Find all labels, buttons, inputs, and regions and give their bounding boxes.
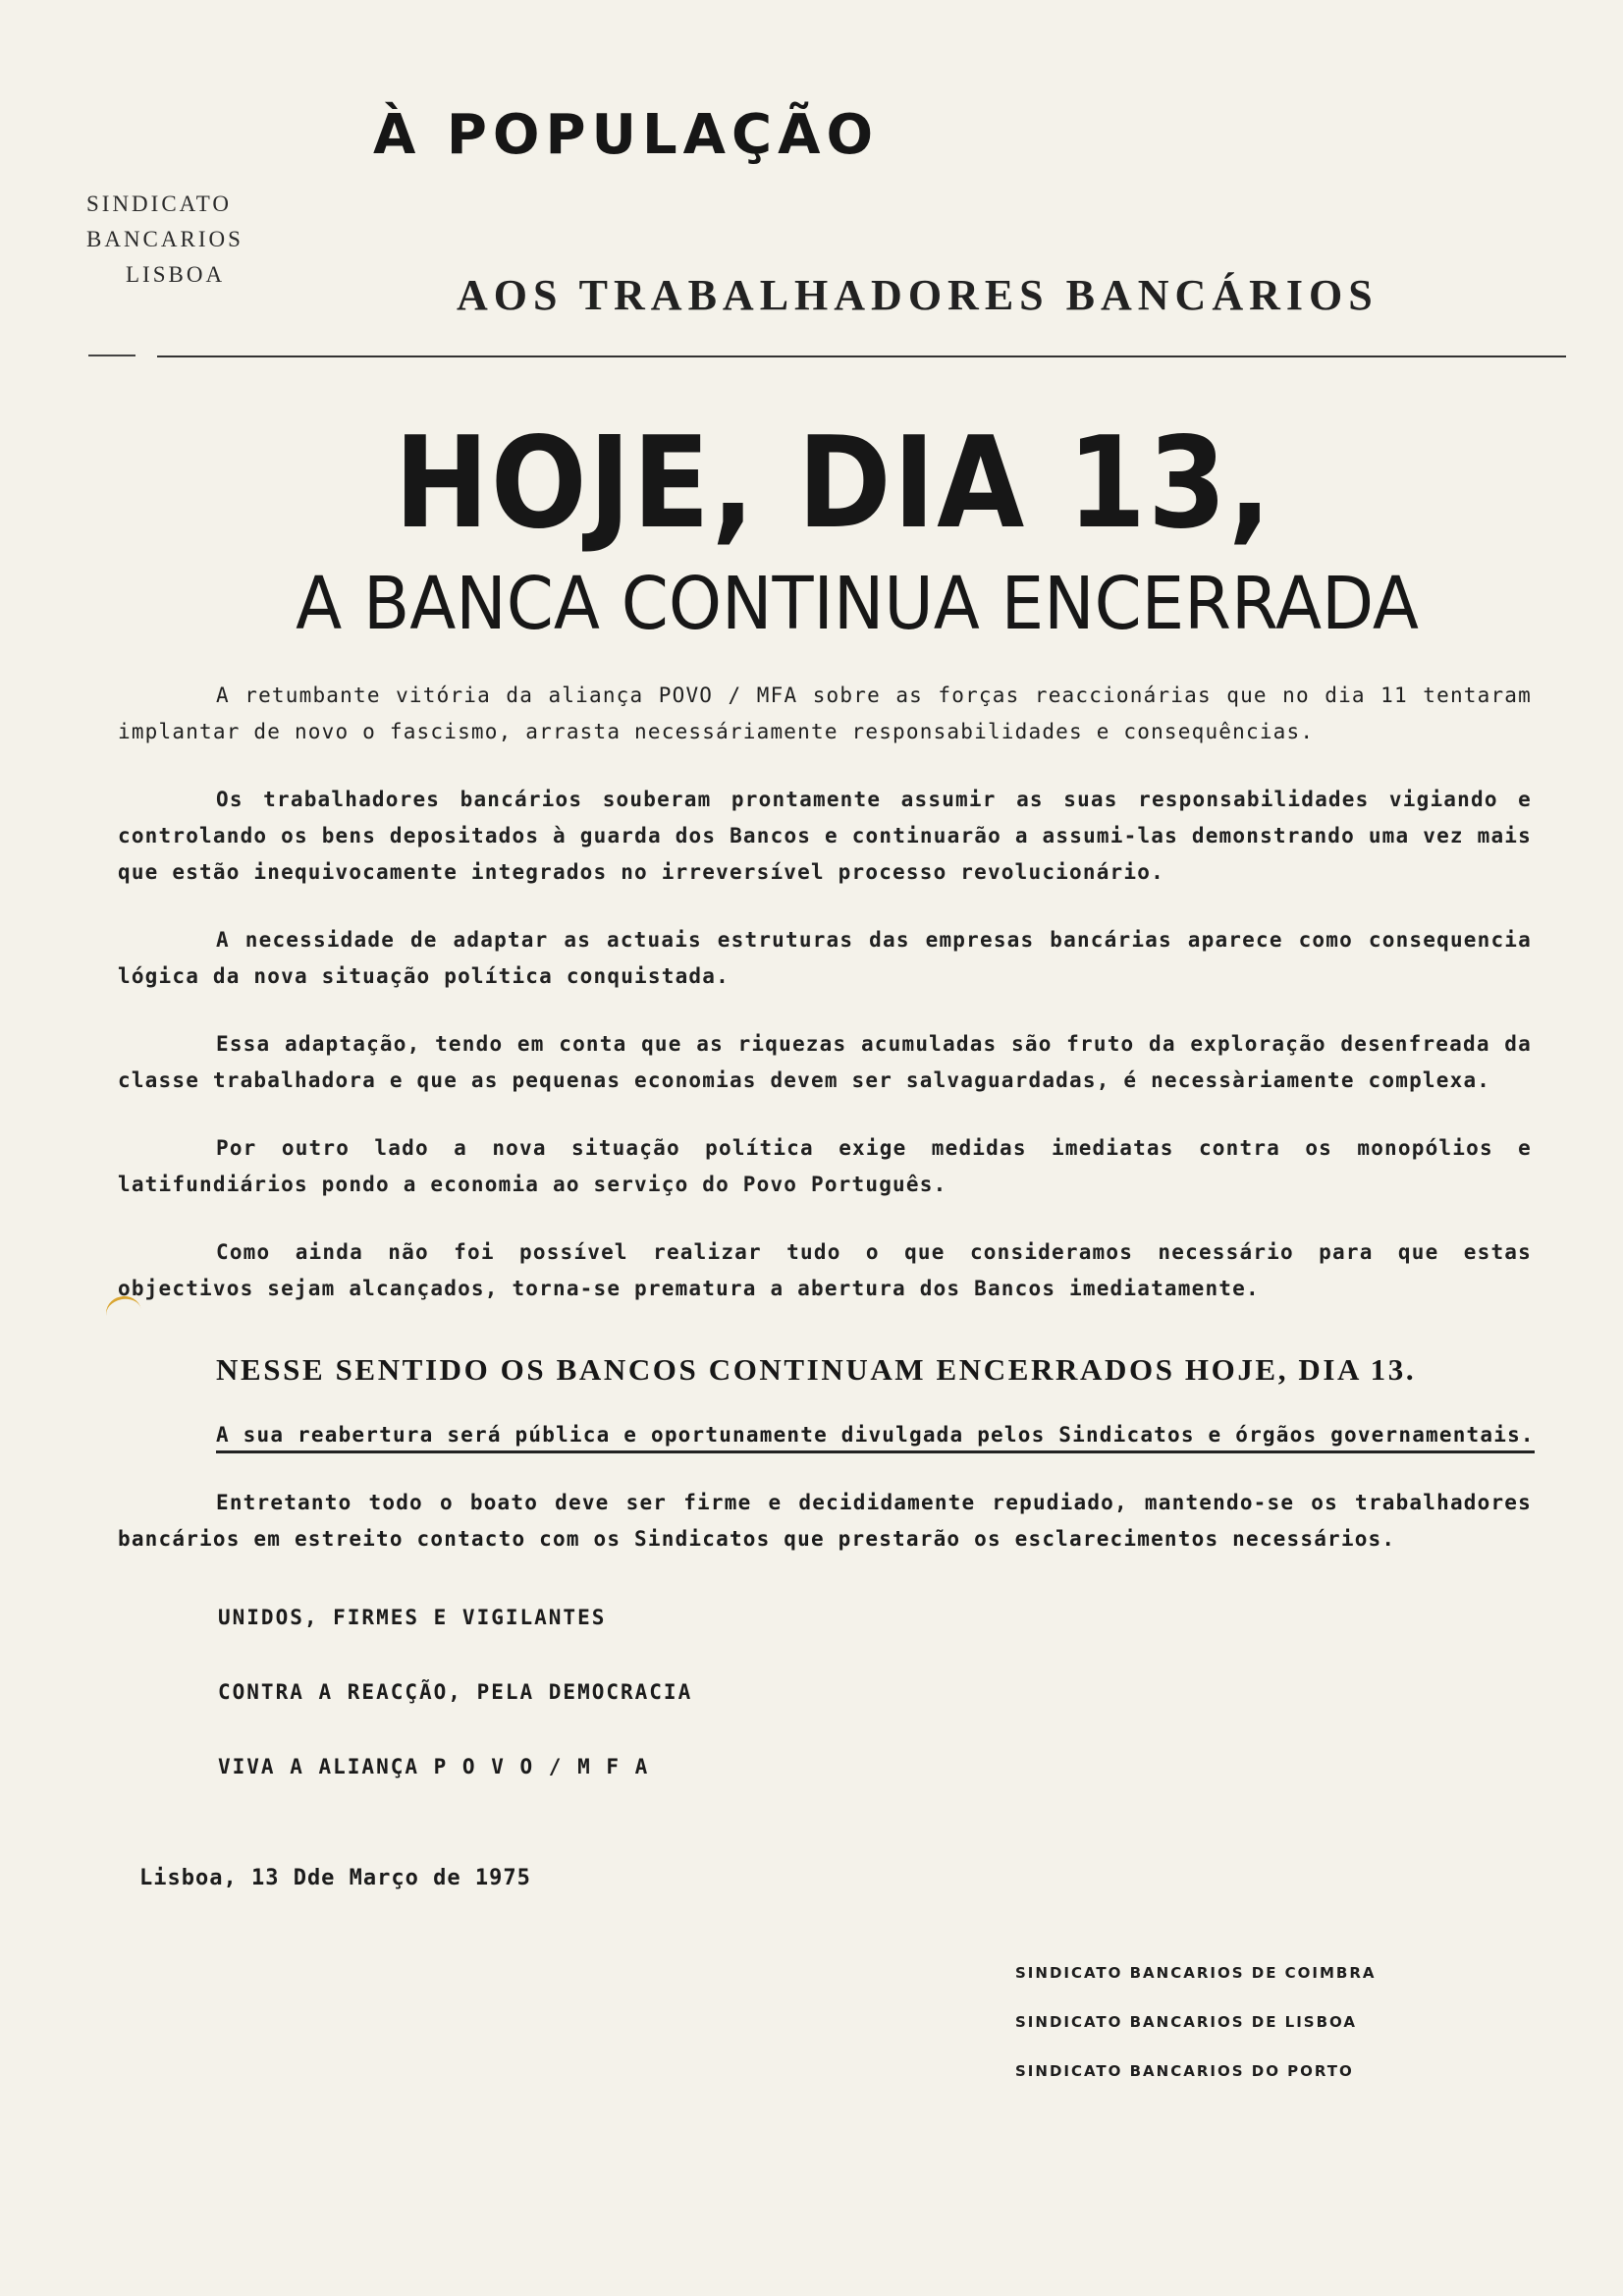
sender-block [86,187,263,293]
closing-paragraph: Entretanto todo o boato deve ser firme e decididamente repudiado, mantendo-se os trabalhadores bancários em estreito contacto com os Sindicatos que prestarão os esclarecimentos necessários. [118,1491,1532,1551]
date-line: Lisboa, 13 Dde Março de 1975 [139,1866,531,1890]
sender-line: LISBOA [126,262,226,287]
slogan: VIVA A ALIANÇA P O V O / M F A [218,1755,650,1778]
signatory: SINDICATO BANCARIOS DE COIMBRA [1015,1964,1377,1982]
divider [157,355,1566,357]
paragraph: Essa adaptação, tendo em conta que as riquezas acumuladas são fruto da exploração desenfreada da classe trabalhadora e que as pequenas economias devem ser salvaguardadas, é necessàriamente complexa. [118,1032,1532,1092]
slogan: CONTRA A REACÇÃO, PELA DEMOCRACIA [218,1680,693,1704]
poster-subtitle: AOS TRABALHADORES BANCÁRIOS [457,271,1379,319]
paragraph: Por outro lado a nova situação política exige medidas imediatas contra os monopólios e latifundiários pondo a economia ao serviço do Povo Português. [118,1136,1532,1196]
slogan: UNIDOS, FIRMES E VIGILANTES [218,1606,607,1629]
poster-title: À POPULAÇÃO [373,103,880,167]
underlined-statement: A sua reabertura será pública e oportunamente divulgada pelos Sindicatos e órgãos governamentais. [216,1423,1535,1453]
headline-sub: A BANCA CONTINUA ENCERRADA [296,562,1419,646]
body-text [118,678,1532,1339]
sender-line: SINDICATO [86,191,232,216]
signatory: SINDICATO BANCARIOS DO PORTO [1015,2062,1354,2080]
paragraph: A necessidade de adaptar as actuais estruturas das empresas bancárias aparece como consequencia lógica da nova situação política conquistada. [118,928,1532,988]
divider-short [88,355,135,356]
emphasis-statement: NESSE SENTIDO OS BANCOS CONTINUAM ENCERRADOS HOJE, DIA 13. [216,1352,1417,1387]
paragraph: A retumbante vitória da aliança POVO / MFA sobre as forças reaccionárias que no dia 11 tentaram implantar de novo o fascismo, arrasta necessáriamente responsabilidades e consequências. [118,683,1532,743]
paragraph: Os trabalhadores bancários souberam prontamente assumir as suas responsabilidades vigiando e controlando os bens depositados à guarda dos Bancos e continuarão a assumi-las demonstrando uma vez mais que estão inequivocamente integrados no irreversível processo revolucionário. [118,788,1532,884]
signatories [1015,1964,1377,2111]
paragraph: Como ainda não foi possível realizar tudo o que consideramos necessário para que estas objectivos sejam alcançados, torna-se prematura a abertura dos Bancos imediatamente. [118,1240,1532,1300]
headline-main: HOJE, DIA 13, [394,410,1273,557]
slogans [218,1606,692,1830]
signatory: SINDICATO BANCARIOS DE LISBOA [1015,2013,1358,2031]
sender-line: BANCARIOS [86,227,243,251]
